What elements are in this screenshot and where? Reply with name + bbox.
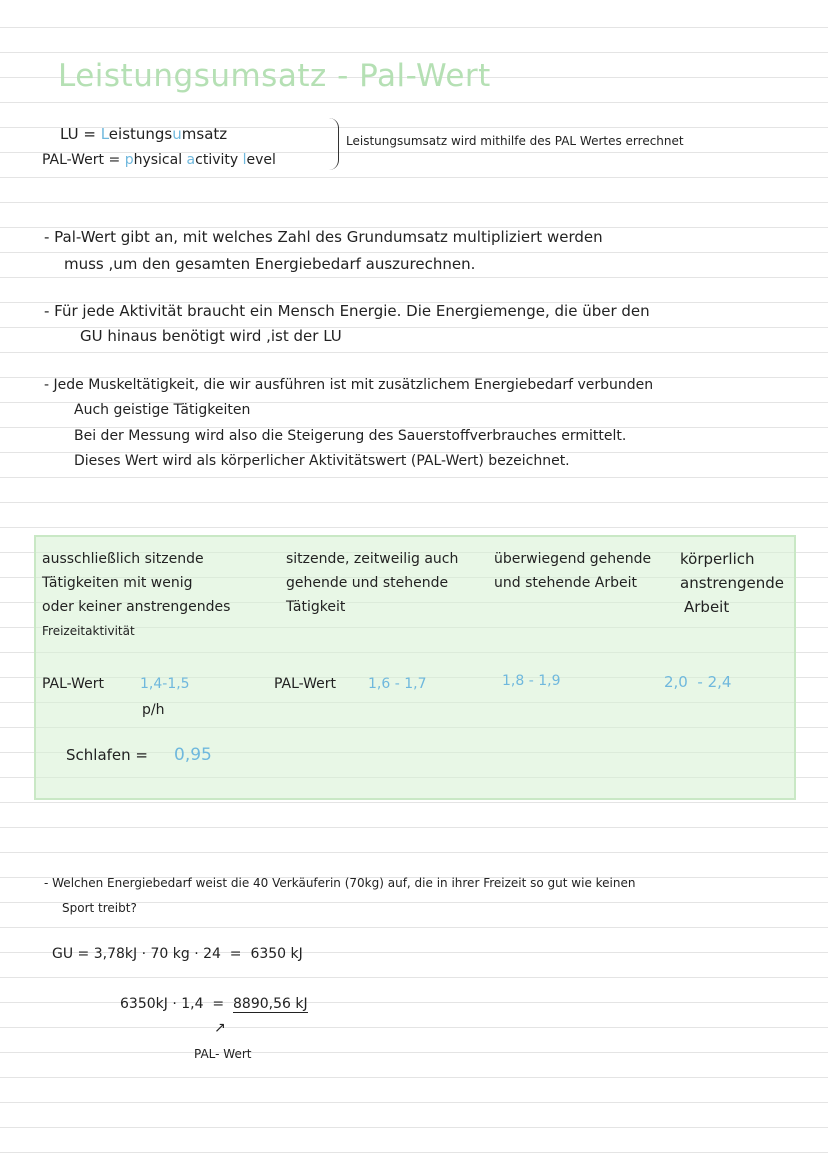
- column-3-line-1: überwiegend gehende: [494, 551, 652, 567]
- paragraph-3-line-2: Auch geistige Tätigkeiten: [74, 402, 251, 418]
- column-2-line-3: Tätigkeit: [286, 599, 346, 615]
- column-1-line-3: oder keiner anstrengendes: [42, 599, 231, 615]
- sleep-label: Schlafen =: [66, 746, 148, 764]
- pal-eq: =: [104, 152, 125, 168]
- pal-letter-p: p: [124, 152, 134, 168]
- lu-rest1: eistungs: [108, 125, 173, 143]
- paragraph-2-line-1: - Für jede Aktivität braucht ein Mensch Energie. Die Energiemenge, die über den: [44, 302, 650, 320]
- paragraph-3-line-4: Dieses Wert wird als körperlicher Aktivitätswert (PAL-Wert) bezeichnet.: [74, 453, 570, 469]
- table-column-3: [494, 547, 651, 595]
- pal-value-4: 2,0 - 2,4: [664, 673, 732, 691]
- column-4-line-1: körperlich: [680, 550, 755, 568]
- calc-line-1: GU = 3,78kJ · 70 kg · 24 = 6350 kJ: [52, 946, 303, 962]
- pal-letter-l: l: [242, 152, 247, 168]
- table-column-2: [286, 547, 458, 619]
- paragraph-1-line-1: - Pal-Wert gibt an, mit welches Zahl des Grundumsatz multipliziert werden: [44, 228, 603, 246]
- lu-abbr: LU: [60, 125, 79, 143]
- pal-abbr: PAL-Wert: [42, 152, 105, 168]
- pal-letter-a: a: [186, 152, 196, 168]
- definition-pal: [42, 152, 276, 168]
- paragraph-2-line-2: GU hinaus benötigt wird ,ist der LU: [80, 327, 342, 345]
- question-line-2: Sport treibt?: [62, 901, 137, 915]
- lu-letter-u: u: [172, 125, 182, 143]
- lu-eq: =: [78, 125, 101, 143]
- sleep-value: 0,95: [174, 745, 212, 765]
- curly-brace: [328, 118, 339, 170]
- arrow-label: PAL- Wert: [194, 1047, 252, 1061]
- pal-value-1: 1,4-1,5: [140, 676, 190, 692]
- paragraph-3-line-3: Bei der Messung wird also die Steigerung des Sauerstoffverbrauches ermittelt.: [74, 428, 627, 444]
- column-2-line-2: gehende und stehende: [286, 575, 449, 591]
- table-column-1: [42, 547, 230, 643]
- pal-label-1: PAL-Wert: [42, 676, 105, 692]
- calc-line-2: [120, 996, 308, 1012]
- table-column-4: [680, 547, 784, 619]
- column-3-line-2: und stehende Arbeit: [494, 575, 638, 591]
- paragraph-3-line-1: - Jede Muskeltätigkeit, die wir ausführen ist mit zusätzlichem Energiebedarf verbunden: [44, 377, 654, 393]
- column-1-line-1: ausschließlich sitzende: [42, 551, 204, 567]
- column-4-line-3: Arbeit: [684, 598, 730, 616]
- column-2-line-1: sitzende, zeitweilig auch: [286, 551, 459, 567]
- calc-line-2-left: 6350kJ · 1,4 =: [120, 996, 234, 1012]
- pal-rest1: hysical: [133, 152, 187, 168]
- lu-rest2: msatz: [181, 125, 228, 143]
- page-title: Leistungsumsatz - Pal-Wert: [58, 58, 491, 94]
- column-1-line-4: Freizeitaktivität: [42, 624, 135, 638]
- pal-label-2: PAL-Wert: [274, 676, 337, 692]
- pal-value-2: 1,6 - 1,7: [368, 676, 427, 692]
- definition-lu: [60, 125, 227, 143]
- pal-unit-1: p/h: [142, 702, 165, 718]
- definition-note: Leistungsumsatz wird mithilfe des PAL Wertes errechnet: [346, 134, 684, 148]
- question-line-1: - Welchen Energiebedarf weist die 40 Verkäuferin (70kg) auf, die in ihrer Freizeit so gut wie keinen: [44, 876, 636, 890]
- arrow-up-right-icon: ↗: [214, 1020, 226, 1036]
- column-4-line-2: anstrengende: [680, 574, 784, 592]
- lu-letter-l: L: [100, 125, 109, 143]
- pal-rest2: ctivity: [195, 152, 243, 168]
- calc-result: 8890,56 kJ: [233, 996, 308, 1012]
- pal-rest3: evel: [246, 152, 276, 168]
- pal-value-3: 1,8 - 1,9: [502, 673, 561, 689]
- paragraph-1-line-2: muss ,um den gesamten Energiebedarf auszurechnen.: [64, 255, 476, 273]
- column-1-line-2: Tätigkeiten mit wenig: [42, 575, 193, 591]
